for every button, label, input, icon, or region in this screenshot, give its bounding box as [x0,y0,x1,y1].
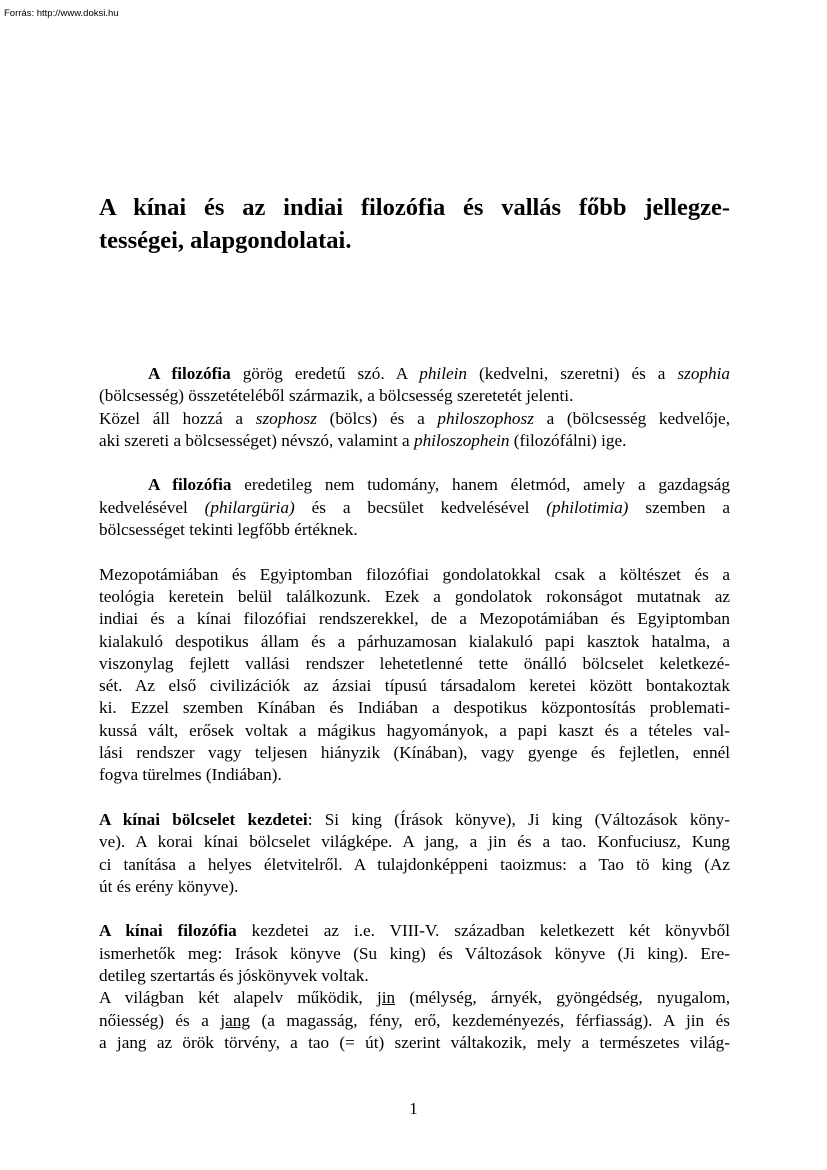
text-line: indiai és a kínai filozófiai rendszerekkel, de a Mezopotámiában és Egyiptomban [99,609,730,629]
text-line: kussá vált, erősek voltak a mágikus hagyományok, a papi kaszt és a tételes val- [99,720,730,740]
italic-term: szophia [677,364,730,383]
italic-term: philoszophosz [437,408,534,428]
text-line: ki. Ezzel szemben Kínában és Indiában a despotikus központosítás problemati- [99,698,730,718]
paragraph-chinese-philosophy [99,920,730,1054]
text-line: Közel áll hozzá a szophosz (bölcs) és a philoszophosz a (bölcsesség kedvelője, [99,408,730,428]
text-line: kedvelésével (philargüria) és a becsület kedvelésével (philotimia) szemben a [99,497,730,517]
text-line: út és erény könyve). [99,876,239,896]
italic-term: philein [419,364,467,383]
document-body [99,363,730,1054]
source-note: Forrás: http://www.doksi.hu [4,8,119,19]
text-line: a jang az örök törvény, a tao (= út) szerint váltakozik, mely a természetes világ- [99,1032,730,1052]
page-number: 1 [409,1099,418,1118]
bold-term: A kínai filozófia [99,921,237,941]
bold-term: A filozófia [148,364,231,383]
text-line: sét. Az első civilizációk az ázsiai típusú társadalom keretei között bontakoztak [99,676,730,696]
title-line-1: A kínai és az indiai filozófia és vallás főbb jellegze- [99,194,730,221]
text-line: (bölcsesség) összetételéből származik, a bölcsesség szeretetét jelenti. [99,386,574,406]
title-line-2: tességei, alapgondolatai. [99,227,352,254]
text-line: ci tanítása a helyes életvitelről. A tulajdonképpeni taoizmus: a Tao tö king (Az [99,854,730,874]
text-line: A kínai bölcselet kezdetei: Si king (Írások könyve), Ji king (Változások köny- [99,809,731,829]
text-line: A kínai filozófia kezdetei az i.e. VIII-V. században keletkezett két könyvből [99,921,730,941]
italic-term: (philargüria) [204,497,295,517]
text-line: detileg szertartás és jóskönyvek voltak. [99,966,369,986]
text-line: teológia keretein belül találkozunk. Ezek a gondolatok rokonságot mutatnak az [99,586,730,606]
italic-term: philoszophein [413,430,510,450]
paragraph-mesopotamia [99,564,730,787]
underlined-term: jang [220,1010,250,1030]
text-line: ve). A korai kínai bölcselet világképe. A jang, a jin és a tao. Konfuciusz, Kung [99,832,730,852]
paragraph-philosophy-definition [99,363,730,452]
text-line: fogva türelmes (Indiában). [99,765,282,785]
italic-term: szophosz [255,408,317,428]
text-line: lási rendszer vagy teljesen hiányzik (Kínában), vagy gyenge és fejletlen, ennél [99,743,730,763]
text-line: A filozófia görög eredetű szó. A philein (kedvelni, szeretni) és a szophia [148,364,730,383]
text-line: kialakuló despotikus állam és a párhuzamosan kialakuló papi kasztok hatalma, a [99,631,730,651]
text-line: A filozófia eredetileg nem tudomány, hanem életmód, amely a gazdagság [148,475,730,495]
text-line: bölcsességet tekinti legfőbb értéknek. [99,520,358,540]
bold-term: A filozófia [148,475,232,495]
text-line: ismerhetők meg: Irások könyve (Su king) és Változások könyve (Ji king). Ere- [99,943,730,963]
text-line: Mezopotámiában és Egyiptomban filozófiai gondolatokkal csak a költészet és a [99,564,730,584]
paragraph-philosophy-origin [99,474,730,541]
bold-term: A kínai bölcselet kezdetei [99,809,308,829]
paragraph-chinese-beginnings [99,809,730,898]
italic-term: (philotimia) [546,497,629,517]
text-line: aki szereti a bölcsességet) névszó, valamint a philoszophein (filozófálni) ige. [99,430,627,450]
text-line: nőiesség) és a jang (a magasság, fény, erő, kezdeményezés, férfiasság). A jin és [99,1010,730,1030]
text-line: A világban két alapelv működik, jin (mélység, árnyék, gyöngédség, nyugalom, [99,988,730,1008]
text-line: viszonylag fejlett vallási rendszer lehetetlenné tette önálló bölcselet keletkezé- [99,653,730,673]
page-title [99,191,730,257]
underlined-term: jin [377,988,396,1008]
